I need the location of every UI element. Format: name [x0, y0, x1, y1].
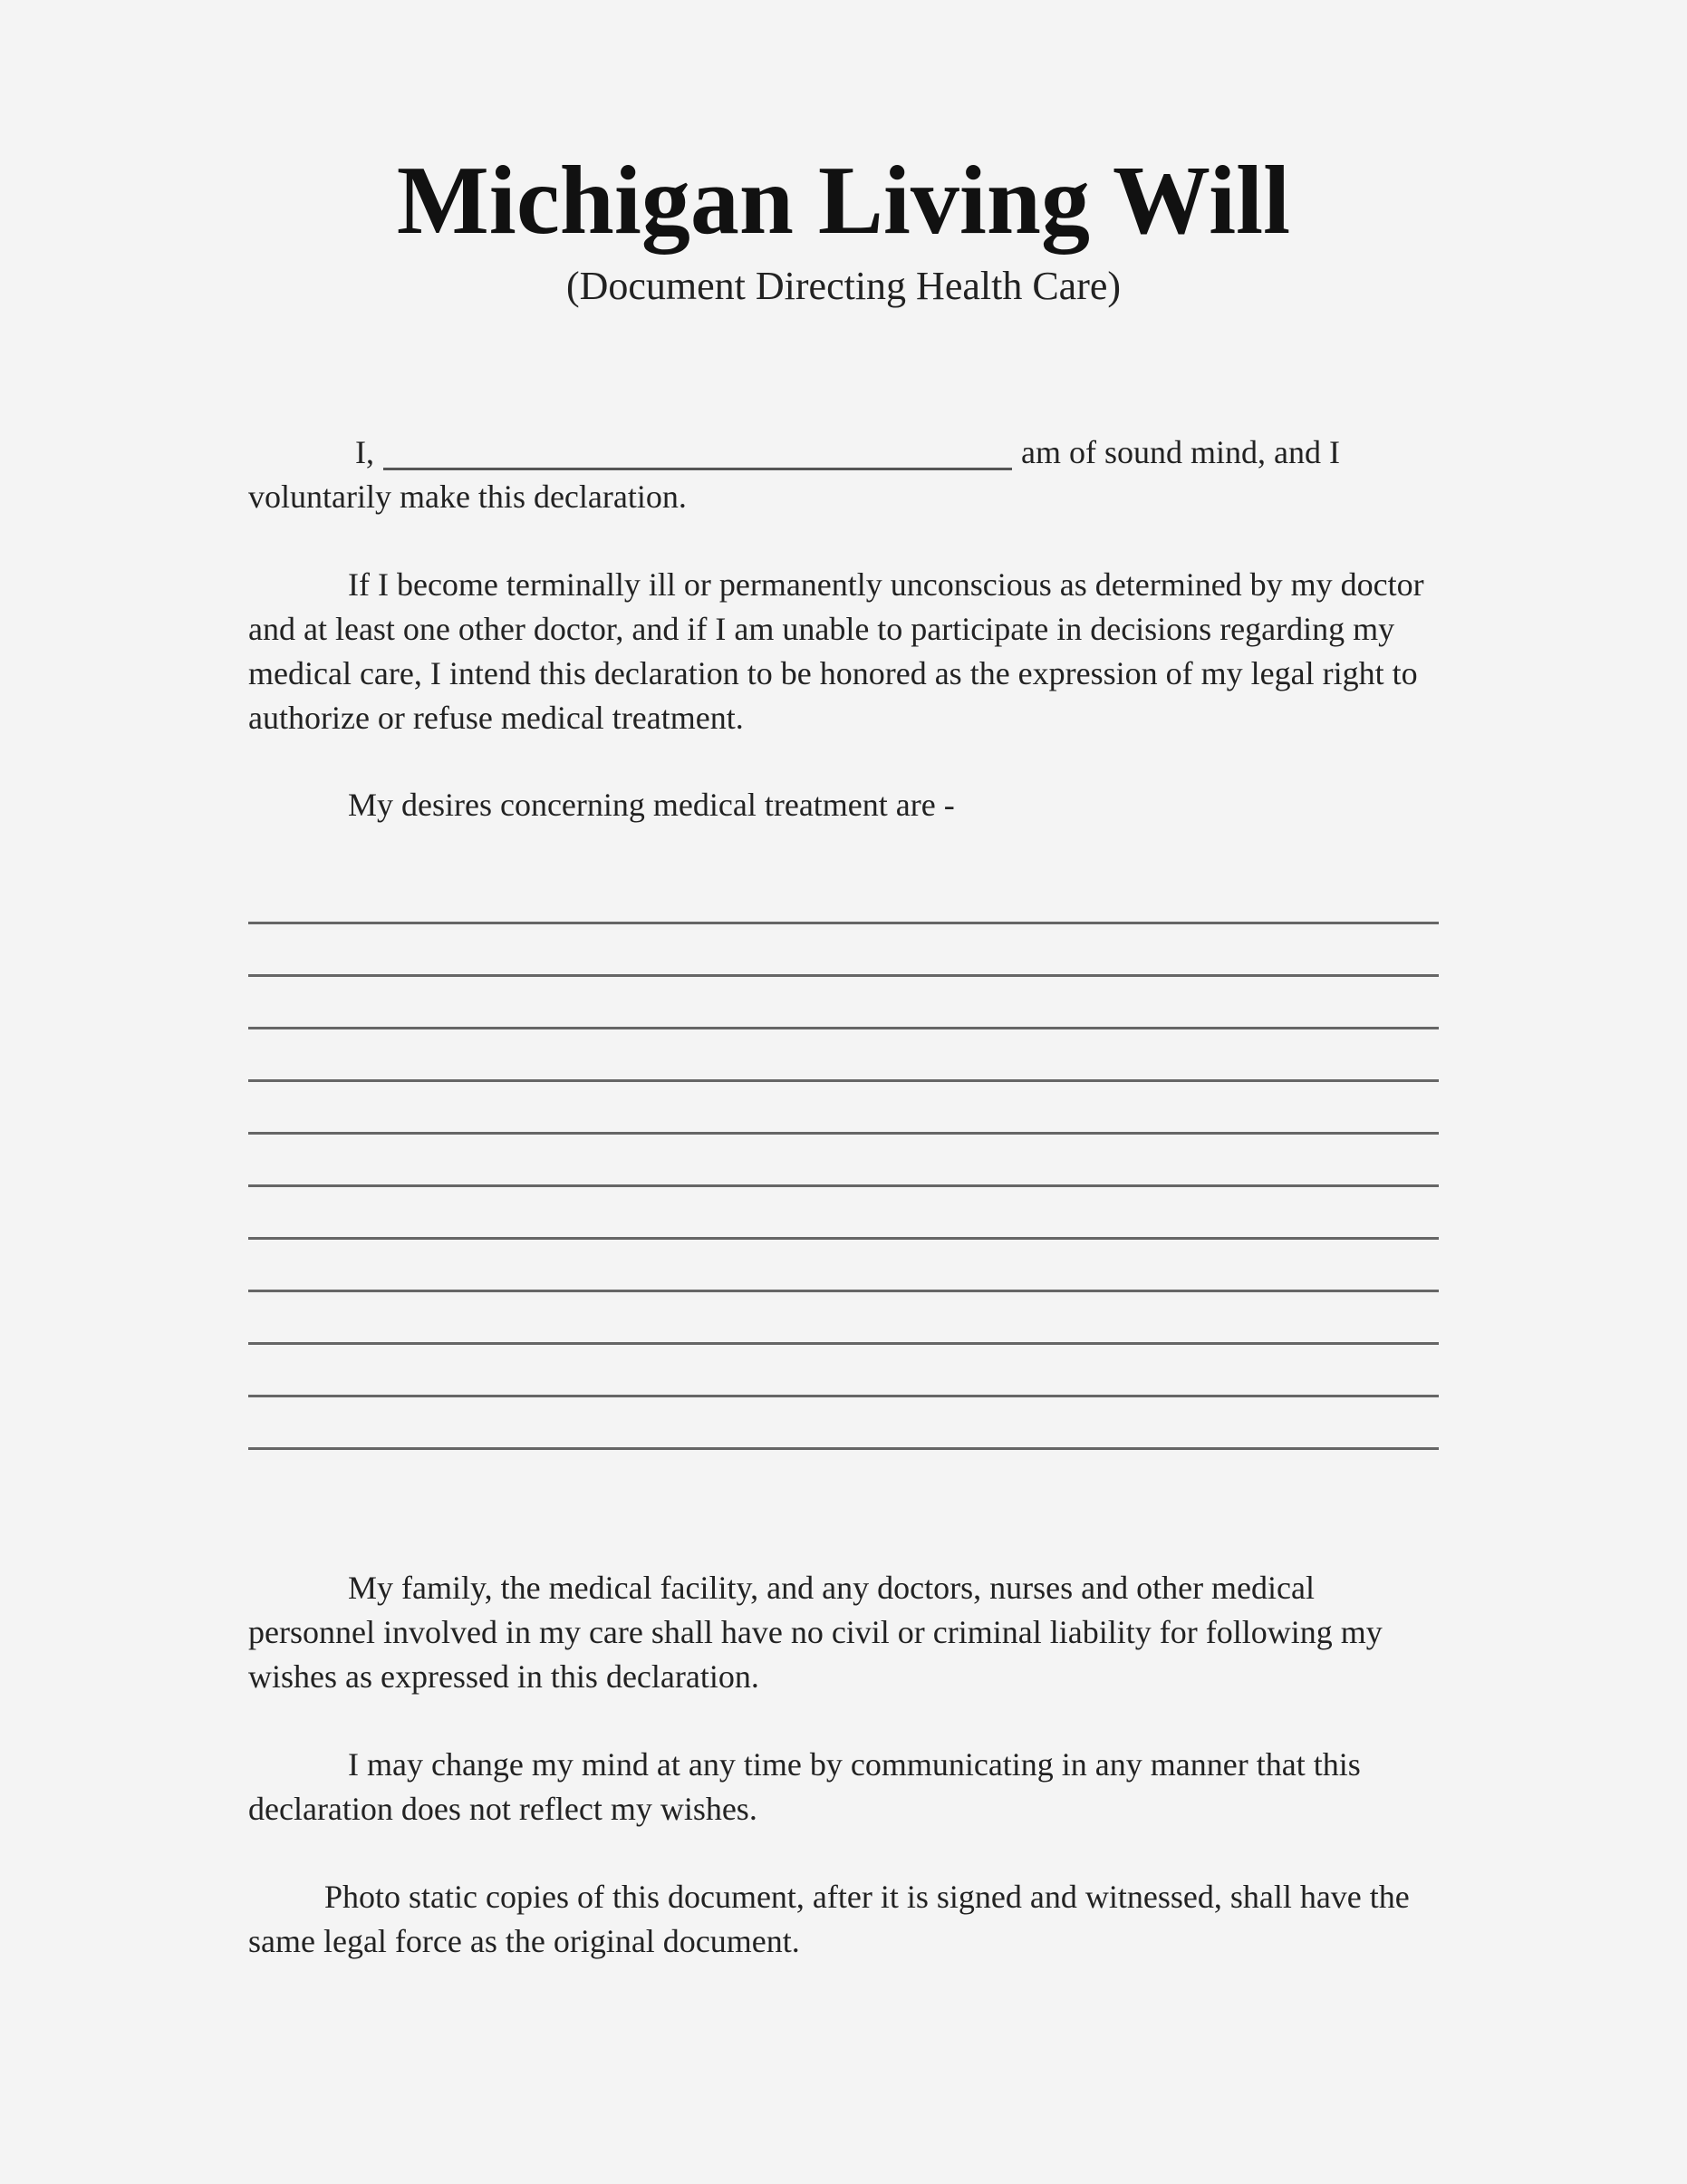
desire-line-4[interactable]: [248, 1029, 1439, 1082]
desire-line-7[interactable]: [248, 1187, 1439, 1240]
copies-text: Photo static copies of this document, after it is signed and witnessed, shall have the same legal force as the original document.: [248, 1879, 1410, 1959]
terminal-illness-text: If I become terminally ill or permanently unconscious as determined by my doctor and at least one other doctor, and if I am unable to participate in decisions regarding my medical care, I intend this declaration to be honored as the expression of my legal right to authorize or refuse medical treatment.: [248, 566, 1424, 736]
desire-line-9[interactable]: [248, 1292, 1439, 1345]
liability-paragraph: [248, 1566, 1444, 1699]
desire-line-8[interactable]: [248, 1240, 1439, 1292]
desire-line-2[interactable]: [248, 924, 1439, 977]
liability-text: My family, the medical facility, and any doctors, nurses and other medical personnel involved in my care shall have no civil or criminal liability for following my wishes as expressed in this declaration.: [248, 1570, 1383, 1695]
desire-line-10[interactable]: [248, 1345, 1439, 1397]
declaration-prefix: I,: [355, 434, 374, 470]
declaration-paragraph: [248, 430, 1444, 519]
desire-line-11[interactable]: [248, 1397, 1439, 1450]
declaration-suffix: am of sound mind, and I: [1021, 434, 1340, 470]
copies-paragraph: [248, 1875, 1444, 1964]
desire-line-6[interactable]: [248, 1135, 1439, 1187]
change-mind-text: I may change my mind at any time by communicating in any manner that this declaration does not reflect my wishes.: [248, 1746, 1361, 1827]
declarant-name-field[interactable]: [383, 440, 1012, 470]
desires-paragraph: [248, 783, 1444, 827]
document-title: Michigan Living Will: [396, 147, 1291, 255]
declaration-line2: voluntarily make this declaration.: [248, 478, 687, 515]
desire-line-5[interactable]: [248, 1082, 1439, 1135]
document-subtitle: (Document Directing Health Care): [565, 264, 1122, 308]
terminal-illness-paragraph: [248, 563, 1444, 740]
desires-blank-lines: [248, 922, 1439, 1450]
change-mind-paragraph: [248, 1743, 1444, 1831]
desire-line-3[interactable]: [248, 977, 1439, 1029]
desires-text: My desires concerning medical treatment are -: [348, 787, 955, 823]
